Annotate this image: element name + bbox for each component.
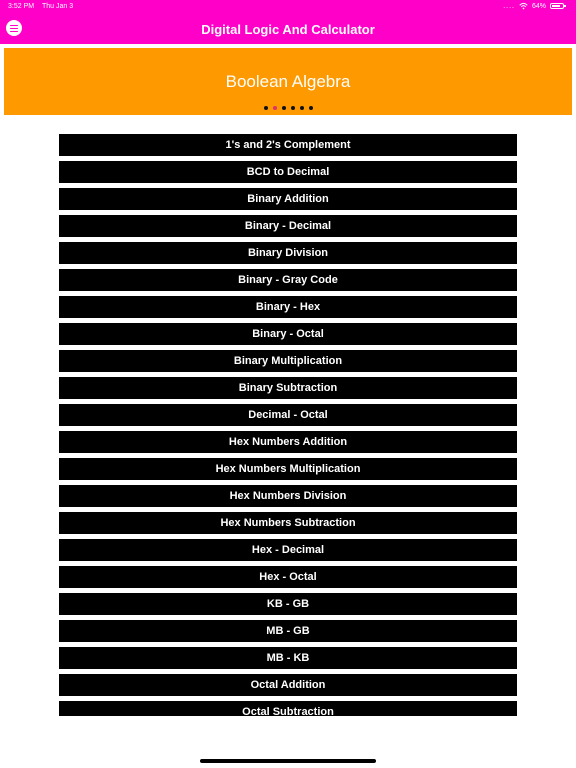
carousel-dot[interactable]	[300, 106, 304, 110]
calculator-button[interactable]: MB - KB	[59, 647, 517, 669]
battery-percent: 64%	[531, 2, 546, 10]
calculator-button[interactable]: Hex Numbers Multiplication	[59, 458, 517, 480]
calculator-button[interactable]: Binary - Gray Code	[59, 269, 517, 291]
wifi-icon	[519, 2, 528, 10]
carousel-dot[interactable]	[309, 106, 313, 110]
calculator-button[interactable]: Hex Numbers Division	[59, 485, 517, 507]
calculator-button[interactable]: Hex - Octal	[59, 566, 517, 588]
calculator-button[interactable]: Binary - Decimal	[59, 215, 517, 237]
calculator-button[interactable]: Binary Division	[59, 242, 517, 264]
carousel-dot[interactable]	[264, 106, 268, 110]
calculator-button[interactable]: KB - GB	[59, 593, 517, 615]
calculator-button[interactable]: Hex Numbers Subtraction	[59, 512, 517, 534]
status-bar	[0, 0, 576, 16]
calculator-button[interactable]: BCD to Decimal	[59, 161, 517, 183]
carousel-dot[interactable]	[291, 106, 295, 110]
status-dots: ....	[503, 2, 515, 10]
banner-title[interactable]: Boolean Algebra	[225, 72, 351, 91]
status-indicators	[503, 2, 564, 10]
calculator-button[interactable]: Binary Subtraction	[59, 377, 517, 399]
calculator-button[interactable]: Octal Subtraction	[59, 701, 517, 716]
calculator-button[interactable]: MB - GB	[59, 620, 517, 642]
calculator-button[interactable]: Octal Addition	[59, 674, 517, 696]
banner-carousel[interactable]	[4, 48, 572, 115]
status-time: 3:52 PM	[8, 3, 35, 10]
calculator-button[interactable]: Hex - Decimal	[59, 539, 517, 561]
calculator-button[interactable]: Decimal - Octal	[59, 404, 517, 426]
carousel-page-indicator[interactable]	[4, 106, 572, 110]
home-indicator[interactable]	[200, 759, 376, 763]
navigation-bar	[0, 16, 576, 44]
battery-fill	[552, 5, 560, 7]
calculator-button[interactable]: Binary Multiplication	[59, 350, 517, 372]
carousel-dot[interactable]	[282, 106, 286, 110]
page-title: Digital Logic And Calculator	[201, 22, 375, 37]
calculator-button[interactable]: Binary - Octal	[59, 323, 517, 345]
calculator-button[interactable]: Binary Addition	[59, 188, 517, 210]
battery-cap	[564, 5, 566, 7]
carousel-dot[interactable]	[273, 106, 277, 110]
status-date: Thu Jan 3	[42, 3, 74, 10]
battery-icon	[550, 3, 564, 9]
calculator-button[interactable]: 1's and 2's Complement	[59, 134, 517, 156]
calculator-button[interactable]: Hex Numbers Addition	[59, 431, 517, 453]
calculator-list[interactable]	[59, 134, 517, 716]
calculator-button[interactable]: Binary - Hex	[59, 296, 517, 318]
